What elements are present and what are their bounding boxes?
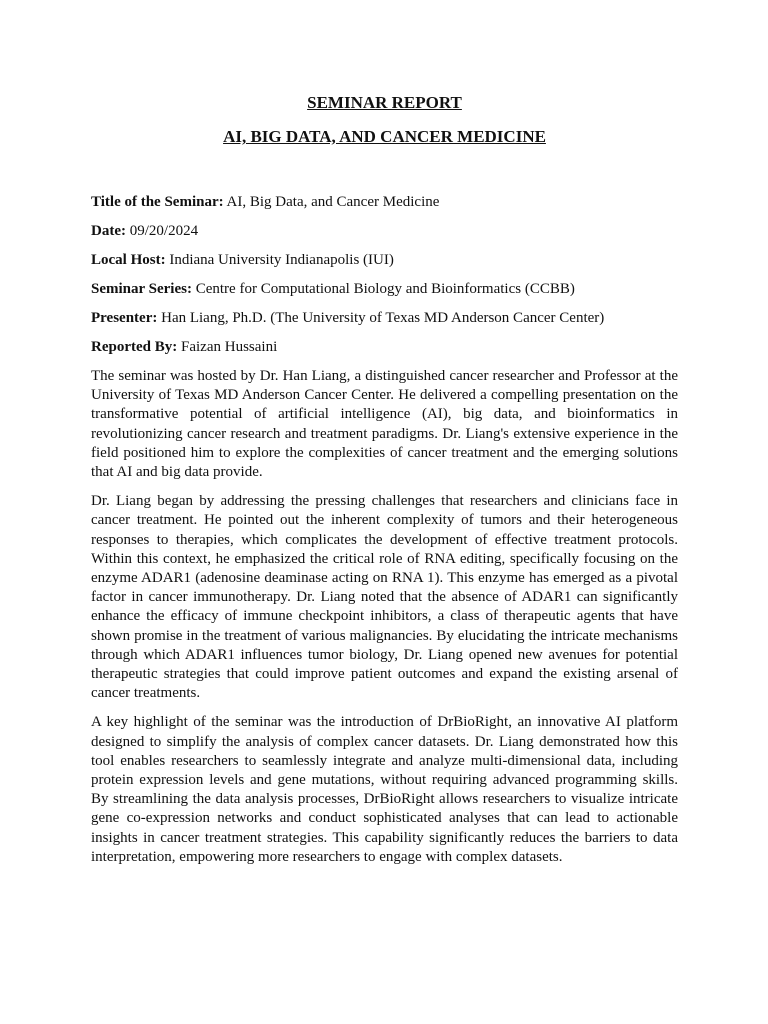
seminar-details	[91, 193, 678, 357]
report-subtitle: AI, BIG DATA, AND CANCER MEDICINE	[223, 127, 546, 146]
body-paragraph-intro: The seminar was hosted by Dr. Han Liang, a distinguished cancer researcher and Professor at the University of Texas MD Anderson Cancer Center. He delivered a compelling presentation on the transformative potential of artificial intelligence (AI), big data, and bioinformatics in revolutionizing cancer research and treatment paradigms. Dr. Liang's extensive experience in the field positioned him to explore the complexities of cancer treatment and the emerging solutions that AI and big data provide.	[91, 368, 678, 481]
meta-local-host	[91, 251, 678, 270]
meta-reported-by	[91, 338, 678, 357]
meta-label: Date:	[91, 223, 126, 239]
body-paragraph-drbioright: A key highlight of the seminar was the introduction of DrBioRight, an innovative AI platform designed to simplify the analysis of complex cancer datasets. Dr. Liang demonstrated how this tool enables researchers to seamlessly integrate and analyze multi-dimensional data, including protein expression levels and gene mutations, without requiring advanced programming skills. By streamlining the data analysis processes, DrBioRight allows researchers to visualize intricate gene co-expression networks and conduct sophisticated analyses that can lead to actionable insights in cancer treatment strategies. This capability significantly reduces the barriers to data interpretation, empowering more researchers to engage with complex datasets.	[91, 714, 678, 865]
meta-label: Presenter:	[91, 310, 158, 326]
body-paragraph-challenges: Dr. Liang began by addressing the pressing challenges that researchers and clinicians face in cancer treatment. He pointed out the inherent complexity of tumors and their heterogeneous responses to therapies, which complicates the development of effective treatment protocols. Within this context, he emphasized the critical role of RNA editing, specifically focusing on the enzyme ADAR1 (adenosine deaminase acting on RNA 1). This enzyme has emerged as a pivotal factor in cancer immunotherapy. Dr. Liang noted that the absence of ADAR1 can significantly enhance the efficacy of immune checkpoint inhibitors, a class of therapeutic agents that have shown promise in the treatment of various malignancies. By elucidating the intricate mechanisms through which ADAR1 influences tumor biology, Dr. Liang opened new avenues for potential therapeutic strategies that could improve patient outcomes and expand the existing arsenal of cancer treatments.	[91, 493, 678, 702]
meta-date	[91, 222, 678, 241]
meta-seminar-title	[91, 193, 678, 212]
meta-value: Indiana University Indianapolis (IUI)	[165, 252, 394, 268]
meta-seminar-series	[91, 280, 678, 299]
document-page	[91, 92, 678, 877]
meta-value: 09/20/2024	[125, 223, 199, 239]
meta-presenter	[91, 309, 678, 328]
meta-value: AI, Big Data, and Cancer Medicine	[223, 194, 440, 210]
meta-value: Faizan Hussaini	[177, 339, 278, 355]
meta-label: Local Host:	[91, 252, 166, 268]
meta-value: Centre for Computational Biology and Bioinformatics (CCBB)	[191, 281, 575, 297]
meta-value: Han Liang, Ph.D. (The University of Texas MD Anderson Cancer Center)	[157, 310, 605, 326]
report-title: SEMINAR REPORT	[307, 93, 462, 112]
meta-label: Title of the Seminar:	[91, 194, 224, 210]
meta-label: Reported By:	[91, 339, 178, 355]
meta-label: Seminar Series:	[91, 281, 192, 297]
